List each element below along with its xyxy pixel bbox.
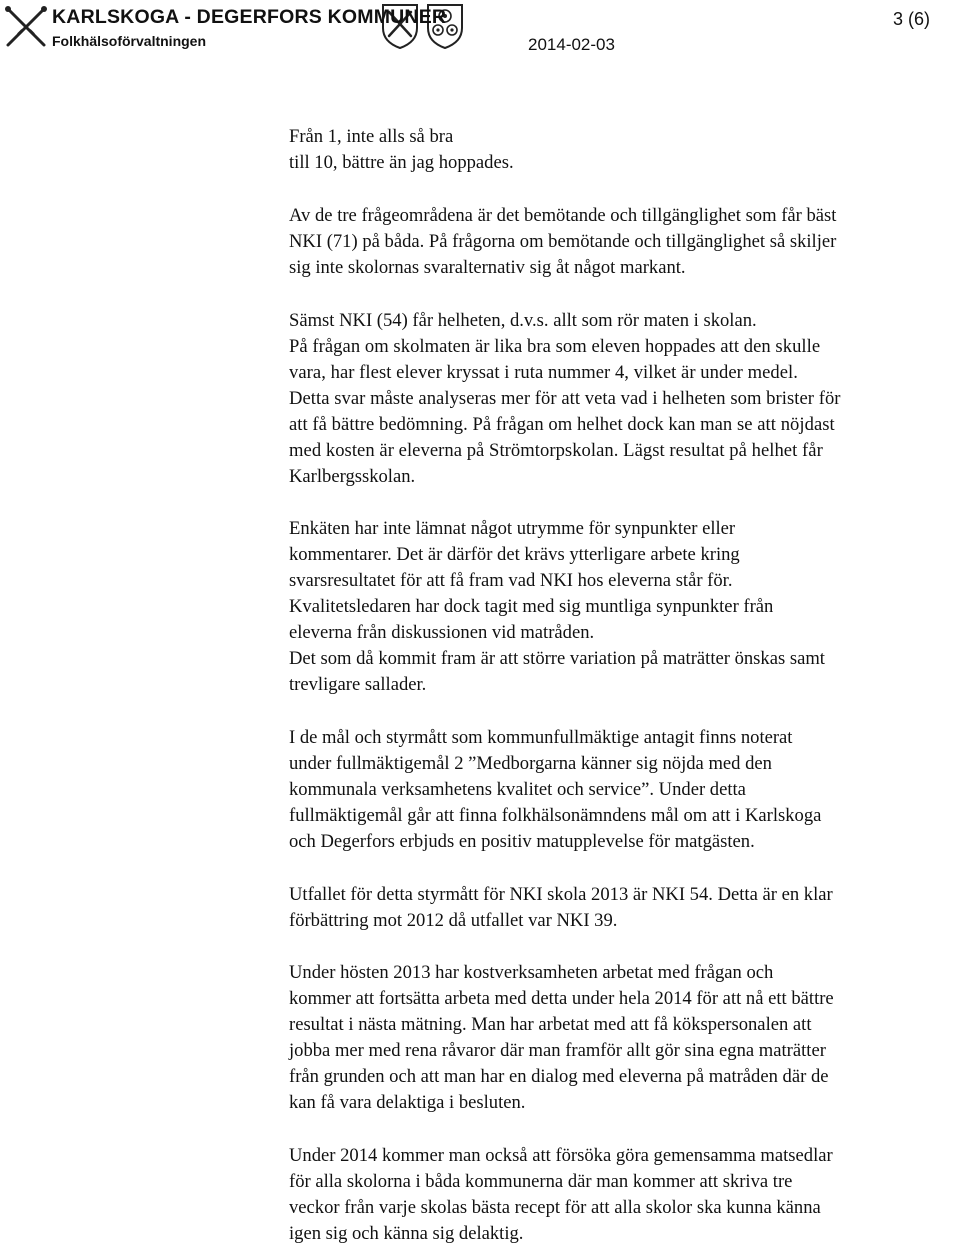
text-line: Detta svar måste analyseras mer för att veta vad i helheten som brister för [289,388,841,409]
text-line: för alla skolorna i båda kommunerna där man kommer att skriva tre [289,1171,793,1192]
text-line: jobba mer med rena råvaror där man framför allt gör sina egna maträtter [289,1040,826,1061]
text-line: Från 1, inte alls så bra [289,126,454,147]
text-line: Karlbergsskolan. [289,466,416,487]
text-line: Utfallet för detta styrmått för NKI skola 2013 är NKI 54. Detta är en klar [289,884,833,905]
text-line: Det som då kommit fram är att större variation på maträtter önskas samt [289,648,825,669]
text-line: kommunala verksamhetens kvalitet och service”. Under detta [289,779,746,800]
text-line: trevligare sallader. [289,674,427,695]
org-title: KARLSKOGA - DEGERFORS KOMMUNER [52,6,447,28]
text-line: till 10, bättre än jag hoppades. [289,152,514,173]
text-line: veckor från varje skolas bästa recept för att alla skolor ska kunna känna [289,1197,821,1218]
karlskoga-crossed-swords-logo [3,4,49,50]
text-line: Enkäten har inte lämnat något utrymme för synpunkter eller [289,518,736,539]
text-line: igen sig och känna sig delaktig. [289,1223,524,1244]
text-line: under fullmäktigemål 2 ”Medborgarna känner sig nöjda med den [289,753,772,774]
text-line: eleverna från diskussionen vid matråden. [289,622,595,643]
text-line: kan få vara delaktiga i besluten. [289,1092,526,1113]
text-line: resultat i nästa mätning. Man har arbetat med att få kökspersonalen att [289,1014,812,1035]
text-line: I de mål och styrmått som kommunfullmäktige antagit finns noterat [289,727,793,748]
text-line: Under hösten 2013 har kostverksamheten arbetat med frågan och [289,962,774,983]
department-name: Folkhälsoförvaltningen [52,33,207,49]
text-line: NKI (71) på båda. På frågorna om bemötande och tillgänglighet så skiljer [289,231,837,252]
text-line: Av de tre frågeområdena är det bemötande och tillgänglighet som får bäst [289,205,837,226]
text-line: med kosten är eleverna på Strömtorpskolan. Lägst resultat på helhet får [289,440,823,461]
text-line: att få bättre bedömning. På frågan om helhet dock kan man se att nöjdast [289,414,835,435]
text-line: Sämst NKI (54) får helheten, d.v.s. allt som rör maten i skolan. [289,310,757,331]
text-line: fullmäktigemål går att finna folkhälsonämndens mål om att i Karlskoga [289,805,822,826]
text-line: vara, har flest elever kryssat i ruta nummer 4, vilket är under medel. [289,362,798,383]
text-line: svarsresultatet för att få fram vad NKI hos eleverna står för. [289,570,733,591]
document-date: 2014-02-03 [528,35,615,54]
text-line: Under 2014 kommer man också att försöka göra gemensamma matsedlar [289,1145,833,1166]
text-line: och Degerfors erbjuds en positiv matupplevelse för matgästen. [289,831,755,852]
text-line: kommer att fortsätta arbeta med detta under hela 2014 för att nå ett bättre [289,988,834,1009]
text-line: förbättring mot 2012 då utfallet var NKI 39. [289,910,618,931]
text-line: sig inte skolornas svaralternativ sig åt något markant. [289,257,686,278]
text-line: från grunden och att man har en dialog med eleverna på matråden där de [289,1066,829,1087]
page-number: 3 (6) [893,9,931,29]
text-line: kommentarer. Det är därför det krävs ytterligare arbete kring [289,544,740,565]
text-line: Kvalitetsledaren har dock tagit med sig muntliga synpunkter från [289,596,774,617]
text-line: På frågan om skolmaten är lika bra som eleven hoppades att den skulle [289,336,821,357]
